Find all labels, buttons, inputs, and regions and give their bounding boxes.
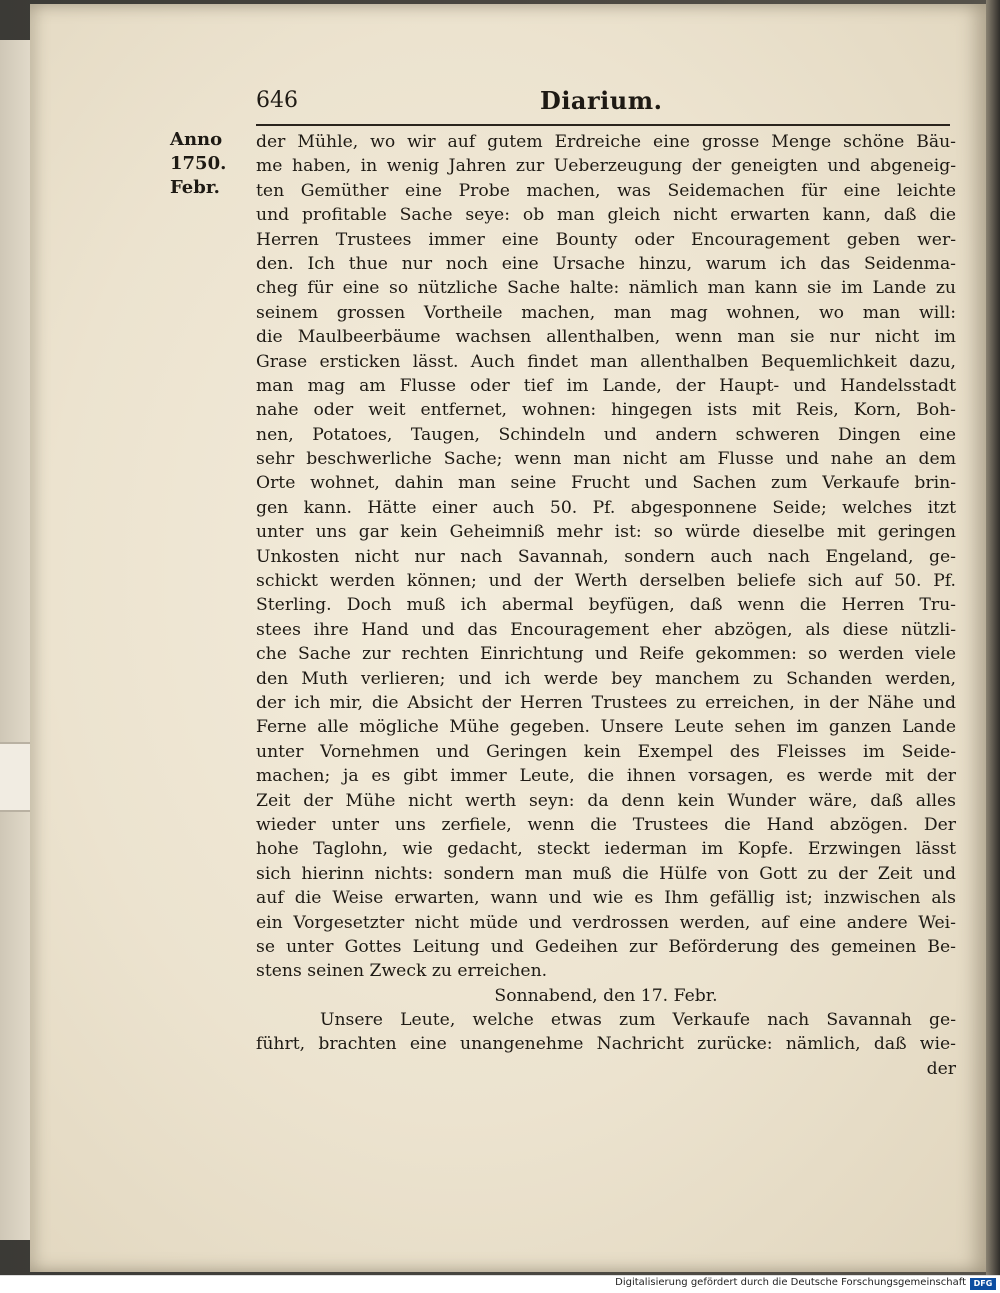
text-line: und profitable Sache seye: ob man gleich nicht erwarten kann, daß die [256,205,956,226]
date-heading: Sonnabend, den 17. Febr. [494,985,718,1006]
text-line: Grase ersticken lässt. Auch findet man allenthalben Bequemlichkeit dazu, [256,351,956,372]
text-line: der ich mir, die Absicht der Herren Trustees zu erreichen, in der Nähe und [256,692,956,713]
text-line: Orte wohnet, dahin man seine Frucht und Sachen zum Verkaufe brin- [256,473,956,494]
text-line: der Mühle, wo wir auf gutem Erdreiche eine grosse Menge schöne Bäu- [256,132,956,152]
marginal-note-line: Febr. [170,177,220,198]
footer-bar [0,1275,1000,1293]
header-rule [256,124,950,126]
text-line: unter uns gar kein Geheimniß mehr ist: so würde dieselbe mit geringen [256,522,956,543]
text-line: hohe Taglohn, wie gedacht, steckt iederman im Kopfe. Erzwingen lässt [256,839,956,860]
marginal-note-line: 1750. [170,153,227,174]
text-line: nen, Potatoes, Taugen, Schindeln und andern schweren Dingen eine [256,424,956,445]
text-line: gen kann. Hätte einer auch 50. Pf. abgesponnene Seide; welches itzt [256,497,956,518]
text-line: den. Ich thue nur noch eine Ursache hinzu, warum ich das Seidenma- [256,253,956,274]
text-line: Sterling. Doch muß ich abermal beyfügen, daß wenn die Herren Tru- [256,595,956,616]
dfg-logo-icon: DFG [970,1278,996,1290]
marginal-note-line: Anno [170,129,223,150]
text-line: Herren Trustees immer eine Bounty oder Encouragement geben wer- [256,229,956,250]
text-line: nahe oder weit entfernet, wohnen: hingegen ists mit Reis, Korn, Boh- [256,400,956,421]
text-line: unter Vornehmen und Geringen kein Exempel des Fleisses im Seide- [256,741,956,762]
right-page-edge [986,0,1000,1275]
text-line: wieder unter uns zerfiele, wenn die Trustees die Hand abzögen. Der [256,814,956,835]
text-line: sich hierinn nichts: sondern man muß die Hülfe von Gott zu der Zeit und [256,863,956,884]
text-line: den Muth verlieren; und ich werde bey manchem zu Schanden werden, [256,668,956,689]
text-line: che Sache zur rechten Einrichtung und Reife gekommen: so werden viele [256,644,956,665]
text-line: ten Gemüther eine Probe machen, was Seidemachen für eine leichte [256,180,956,201]
text-line: stees ihre Hand und das Encouragement eher abzögen, als diese nützli- [256,619,956,640]
text-line: Zeit der Mühe nicht werth seyn: da denn kein Wunder wäre, daß alles [256,790,956,811]
text-line: man mag am Flusse oder tief im Lande, der Haupt- und Handelsstadt [256,375,956,396]
running-head: Diarium. [540,86,663,115]
text-line: stens seinen Zweck zu erreichen. [256,961,548,982]
marginal-note [170,128,250,200]
text-line: machen; ja es gibt immer Leute, die ihnen vorsagen, es werde mit der [256,766,956,787]
text-line: me haben, in wenig Jahren zur Ueberzeugung der geneigten und abgeneig- [256,156,956,177]
text-line: Ferne alle mögliche Mühe gegeben. Unsere Leute sehen im ganzen Lande [256,717,956,738]
catchword: der [926,1058,956,1079]
text-line: ein Vorgesetzter nicht müde und verdrossen werden, auf eine andere Wei- [256,912,956,933]
text-line: die Maulbeerbäume wachsen allenthalben, wenn man sie nur nicht im [256,327,956,348]
text-line: führt, brachten eine unangenehme Nachricht zurücke: nämlich, daß wie- [256,1034,956,1055]
text-line: seinem grossen Vortheile machen, man mag wohnen, wo man will: [256,302,956,323]
text-line: sehr beschwerliche Sache; wenn man nicht am Flusse und nahe an dem [256,449,956,470]
text-line: schickt werden können; und der Werth derselben beliefe sich auf 50. Pf. [256,571,956,592]
text-line: Unsere Leute, welche etwas zum Verkaufe nach Savannah ge- [320,1010,956,1031]
text-line: cheg für eine so nützliche Sache halte: nämlich man kann sie im Lande zu [256,278,956,299]
page-number: 646 [256,88,298,113]
text-line: auf die Weise erwarten, wann und wie es Ihm gefällig ist; inzwischen als [256,888,956,909]
body-text [256,130,956,1081]
funding-credit: Digitalisierung gefördert durch die Deutsche Forschungsgemeinschaft [615,1277,966,1288]
text-line: se unter Gottes Leitung und Gedeihen zur Beförderung des gemeinen Be- [256,936,956,957]
text-line: Unkosten nicht nur nach Savannah, sondern auch nach Engeland, ge- [256,546,956,567]
